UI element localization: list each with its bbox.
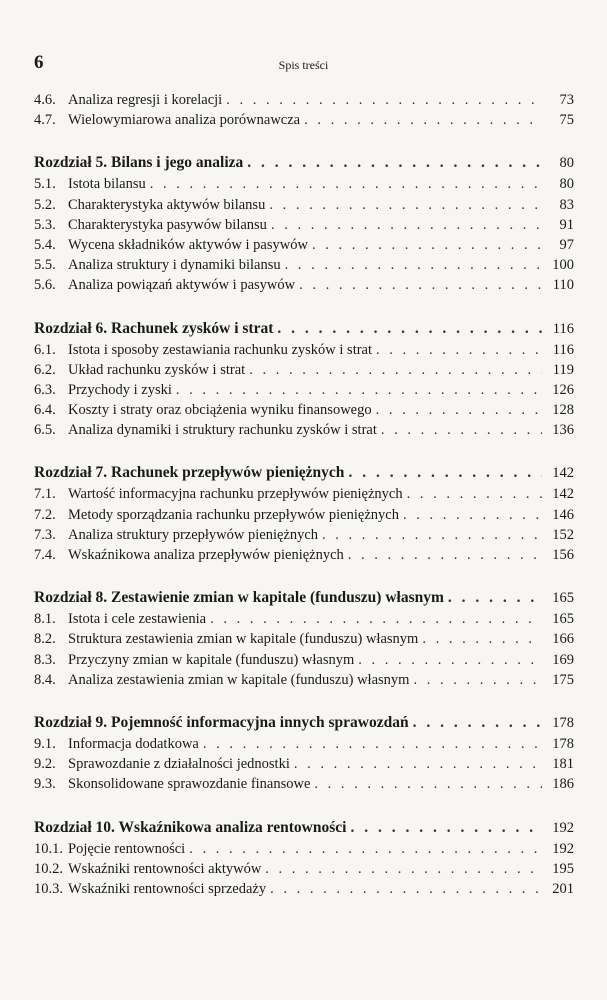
dot-leader <box>210 609 542 629</box>
section-page-number: 73 <box>559 92 574 108</box>
chapter-heading[interactable] <box>34 462 574 484</box>
chapter-heading[interactable] <box>34 152 574 174</box>
section-title: Charakterystyka aktywów bilansu <box>68 196 266 213</box>
dot-leader <box>269 195 542 215</box>
section-title: Układ rachunku zysków i strat <box>68 361 246 378</box>
page-header <box>34 52 573 76</box>
section-title: Przychody i zyski <box>68 381 172 398</box>
section-title: Analiza struktury przepływów pieniężnych <box>68 526 319 543</box>
section-page-number: 178 <box>552 735 574 752</box>
section-title: Skonsolidowane sprawozdanie finansowe <box>68 776 311 793</box>
section-number: 7.1. <box>34 486 56 503</box>
section-title: Analiza zestawienia zmian w kapitale (funduszu) własnym <box>68 671 410 688</box>
dot-leader <box>249 360 542 380</box>
section-title: Analiza powiązań aktywów i pasywów <box>68 277 296 294</box>
section-page-number: 110 <box>552 277 574 294</box>
dot-leader <box>265 859 542 879</box>
toc-entry[interactable] <box>34 90 574 110</box>
dot-leader <box>407 484 542 504</box>
section-number: 10.1. <box>34 840 63 857</box>
section-number: 8.2. <box>34 631 56 648</box>
section-title: Struktura zestawienia zmian w kapitale (funduszu) własnym <box>68 631 419 648</box>
toc-entry[interactable] <box>34 545 574 565</box>
dot-leader <box>413 712 542 734</box>
section-title: Wartość informacyjna rachunku przepływów pieniężnych <box>68 486 403 503</box>
toc-entry[interactable] <box>34 774 574 794</box>
toc-entry[interactable] <box>34 400 574 420</box>
page-number: 6 <box>34 52 44 73</box>
dot-leader <box>226 90 542 110</box>
section-number: 6.4. <box>34 402 56 419</box>
toc-entry[interactable] <box>34 859 574 879</box>
dot-leader <box>358 650 542 670</box>
section-title: Istota bilansu <box>68 176 146 193</box>
section-page-number: 91 <box>559 216 574 233</box>
section-number: 5.2. <box>34 196 56 213</box>
section-page-number: 97 <box>559 236 574 253</box>
chapter-heading[interactable] <box>34 712 574 734</box>
dot-leader <box>403 505 542 525</box>
toc-entry[interactable] <box>34 839 574 859</box>
section-title: Analiza dynamiki i struktury rachunku zysków i strat <box>68 422 377 439</box>
section-page-number: 83 <box>559 196 574 213</box>
section-number: 8.3. <box>34 651 56 668</box>
section-number: 4.7. <box>34 112 56 129</box>
toc-entry[interactable] <box>34 380 574 400</box>
section-number: 6.5. <box>34 422 56 439</box>
section-page-number: 142 <box>552 486 574 503</box>
running-head: Spis treści <box>278 58 329 72</box>
dot-leader <box>247 152 542 174</box>
chapter-title: Rozdział 8. Zestawienie zmian w kapitale (funduszu) własnym <box>34 589 444 607</box>
dot-leader <box>350 817 542 839</box>
toc-entry[interactable] <box>34 235 574 255</box>
section-number: 5.1. <box>34 176 56 193</box>
dot-leader <box>176 380 542 400</box>
section-page-number: 166 <box>552 631 574 648</box>
section-number: 5.4. <box>34 236 56 253</box>
chapter-page-number: 116 <box>552 320 574 337</box>
toc-entry[interactable] <box>34 275 574 295</box>
section-title: Wielowymiarowa analiza porównawcza <box>68 112 301 129</box>
section-number: 9.1. <box>34 735 56 752</box>
section-number: 10.3. <box>34 880 63 897</box>
section-page-number: 100 <box>552 257 574 274</box>
dot-leader <box>270 879 542 899</box>
chapter-page-number: 178 <box>552 714 574 731</box>
dot-leader <box>376 340 542 360</box>
section-number: 6.1. <box>34 341 56 358</box>
section-number: 5.6. <box>34 277 56 294</box>
section-title: Istota i sposoby zestawiania rachunku zysków i strat <box>68 341 373 358</box>
section-title: Informacja dodatkowa <box>68 735 199 752</box>
dot-leader <box>299 275 542 295</box>
section-page-number: 128 <box>552 402 574 419</box>
toc-entry[interactable] <box>34 650 574 670</box>
toc-entry[interactable] <box>34 484 574 504</box>
chapter-page-number: 165 <box>552 590 574 607</box>
dot-leader <box>448 587 542 609</box>
chapter-heading[interactable] <box>34 587 574 609</box>
section-page-number: 152 <box>552 526 574 543</box>
section-page-number: 126 <box>552 381 574 398</box>
toc-entry[interactable] <box>34 629 574 649</box>
chapter-title: Rozdział 9. Pojemność informacyjna innych sprawozdań <box>34 713 409 731</box>
toc-entry[interactable] <box>34 110 574 130</box>
toc-entry[interactable] <box>34 505 574 525</box>
section-title: Metody sporządzania rachunku przepływów pieniężnych <box>68 506 399 523</box>
dot-leader <box>312 235 542 255</box>
chapter-title: Rozdział 10. Wskaźnikowa analiza rentowności <box>34 818 347 836</box>
section-number: 7.3. <box>34 526 56 543</box>
section-page-number: 169 <box>552 651 574 668</box>
section-page-number: 175 <box>552 671 574 688</box>
chapter-title: Rozdział 7. Rachunek przepływów pieniężnych <box>34 464 345 482</box>
toc-entry[interactable] <box>34 215 574 235</box>
section-number: 10.2. <box>34 860 63 877</box>
section-title: Wskaźniki rentowności sprzedaży <box>68 880 267 897</box>
section-page-number: 136 <box>552 422 574 439</box>
chapter-page-number: 142 <box>552 465 574 482</box>
section-title: Pojęcie rentowności <box>68 840 186 857</box>
dot-leader <box>304 110 542 130</box>
section-number: 6.3. <box>34 381 56 398</box>
dot-leader <box>376 400 542 420</box>
section-page-number: 80 <box>559 176 574 193</box>
dot-leader <box>314 774 542 794</box>
toc-entry[interactable] <box>34 525 574 545</box>
section-number: 7.4. <box>34 547 56 563</box>
section-title: Charakterystyka pasywów bilansu <box>68 216 267 233</box>
chapter-heading[interactable] <box>34 318 574 340</box>
dot-leader <box>203 734 542 754</box>
table-of-contents <box>34 90 574 899</box>
section-page-number: 119 <box>552 361 574 378</box>
toc-entry[interactable] <box>34 195 574 215</box>
section-number: 8.4. <box>34 671 56 688</box>
toc-entry[interactable] <box>34 174 574 194</box>
chapter-title: Rozdział 5. Bilans i jego analiza <box>34 154 244 172</box>
toc-entry[interactable] <box>34 420 574 440</box>
section-number: 4.6. <box>34 92 56 108</box>
section-number: 7.2. <box>34 506 56 523</box>
dot-leader <box>413 670 542 690</box>
toc-entry[interactable] <box>34 754 574 774</box>
dot-leader <box>381 420 542 440</box>
section-title: Sprawozdanie z działalności jednostki <box>68 756 290 773</box>
section-number: 9.3. <box>34 776 56 793</box>
dot-leader <box>285 255 542 275</box>
dot-leader <box>294 754 542 774</box>
dot-leader <box>422 629 542 649</box>
section-number: 6.2. <box>34 361 56 378</box>
toc-entry[interactable] <box>34 255 574 275</box>
section-title: Koszty i straty oraz obciążenia wyniku finansowego <box>68 402 372 419</box>
section-page-number: 186 <box>552 776 574 793</box>
dot-leader <box>322 525 542 545</box>
toc-entry[interactable] <box>34 360 574 380</box>
section-number: 5.5. <box>34 257 56 274</box>
section-page-number: 156 <box>552 547 574 563</box>
section-page-number: 116 <box>552 341 574 358</box>
dot-leader <box>271 215 542 235</box>
dot-leader <box>277 318 542 340</box>
section-number: 5.3. <box>34 216 56 233</box>
section-title: Wskaźnikowa analiza przepływów pieniężnych <box>68 547 344 563</box>
section-page-number: 192 <box>552 840 574 857</box>
dot-leader <box>189 839 542 859</box>
dot-leader <box>150 174 542 194</box>
section-page-number: 75 <box>559 112 574 129</box>
section-title: Wycena składników aktywów i pasywów <box>68 236 308 253</box>
toc-entry[interactable] <box>34 340 574 360</box>
dot-leader <box>348 462 542 484</box>
chapter-page-number: 192 <box>552 819 574 836</box>
section-page-number: 146 <box>552 506 574 523</box>
section-title: Analiza regresji i korelacji <box>68 92 223 108</box>
chapter-title: Rozdział 6. Rachunek zysków i strat <box>34 319 274 337</box>
section-title: Analiza struktury i dynamiki bilansu <box>68 257 281 274</box>
section-title: Przyczyny zmian w kapitale (funduszu) własnym <box>68 651 355 668</box>
toc-entry[interactable] <box>34 670 574 690</box>
toc-entry[interactable] <box>34 879 574 899</box>
section-page-number: 201 <box>552 880 574 897</box>
section-title: Istota i cele zestawienia <box>68 611 207 628</box>
chapter-heading[interactable] <box>34 817 574 839</box>
section-page-number: 165 <box>552 611 574 628</box>
section-title: Wskaźniki rentowności aktywów <box>68 860 262 877</box>
toc-entry[interactable] <box>34 734 574 754</box>
chapter-page-number: 80 <box>559 155 574 172</box>
section-number: 8.1. <box>34 611 56 628</box>
dot-leader <box>348 545 542 565</box>
toc-entry[interactable] <box>34 609 574 629</box>
section-page-number: 195 <box>552 860 574 877</box>
section-number: 9.2. <box>34 756 56 773</box>
section-page-number: 181 <box>552 756 574 773</box>
